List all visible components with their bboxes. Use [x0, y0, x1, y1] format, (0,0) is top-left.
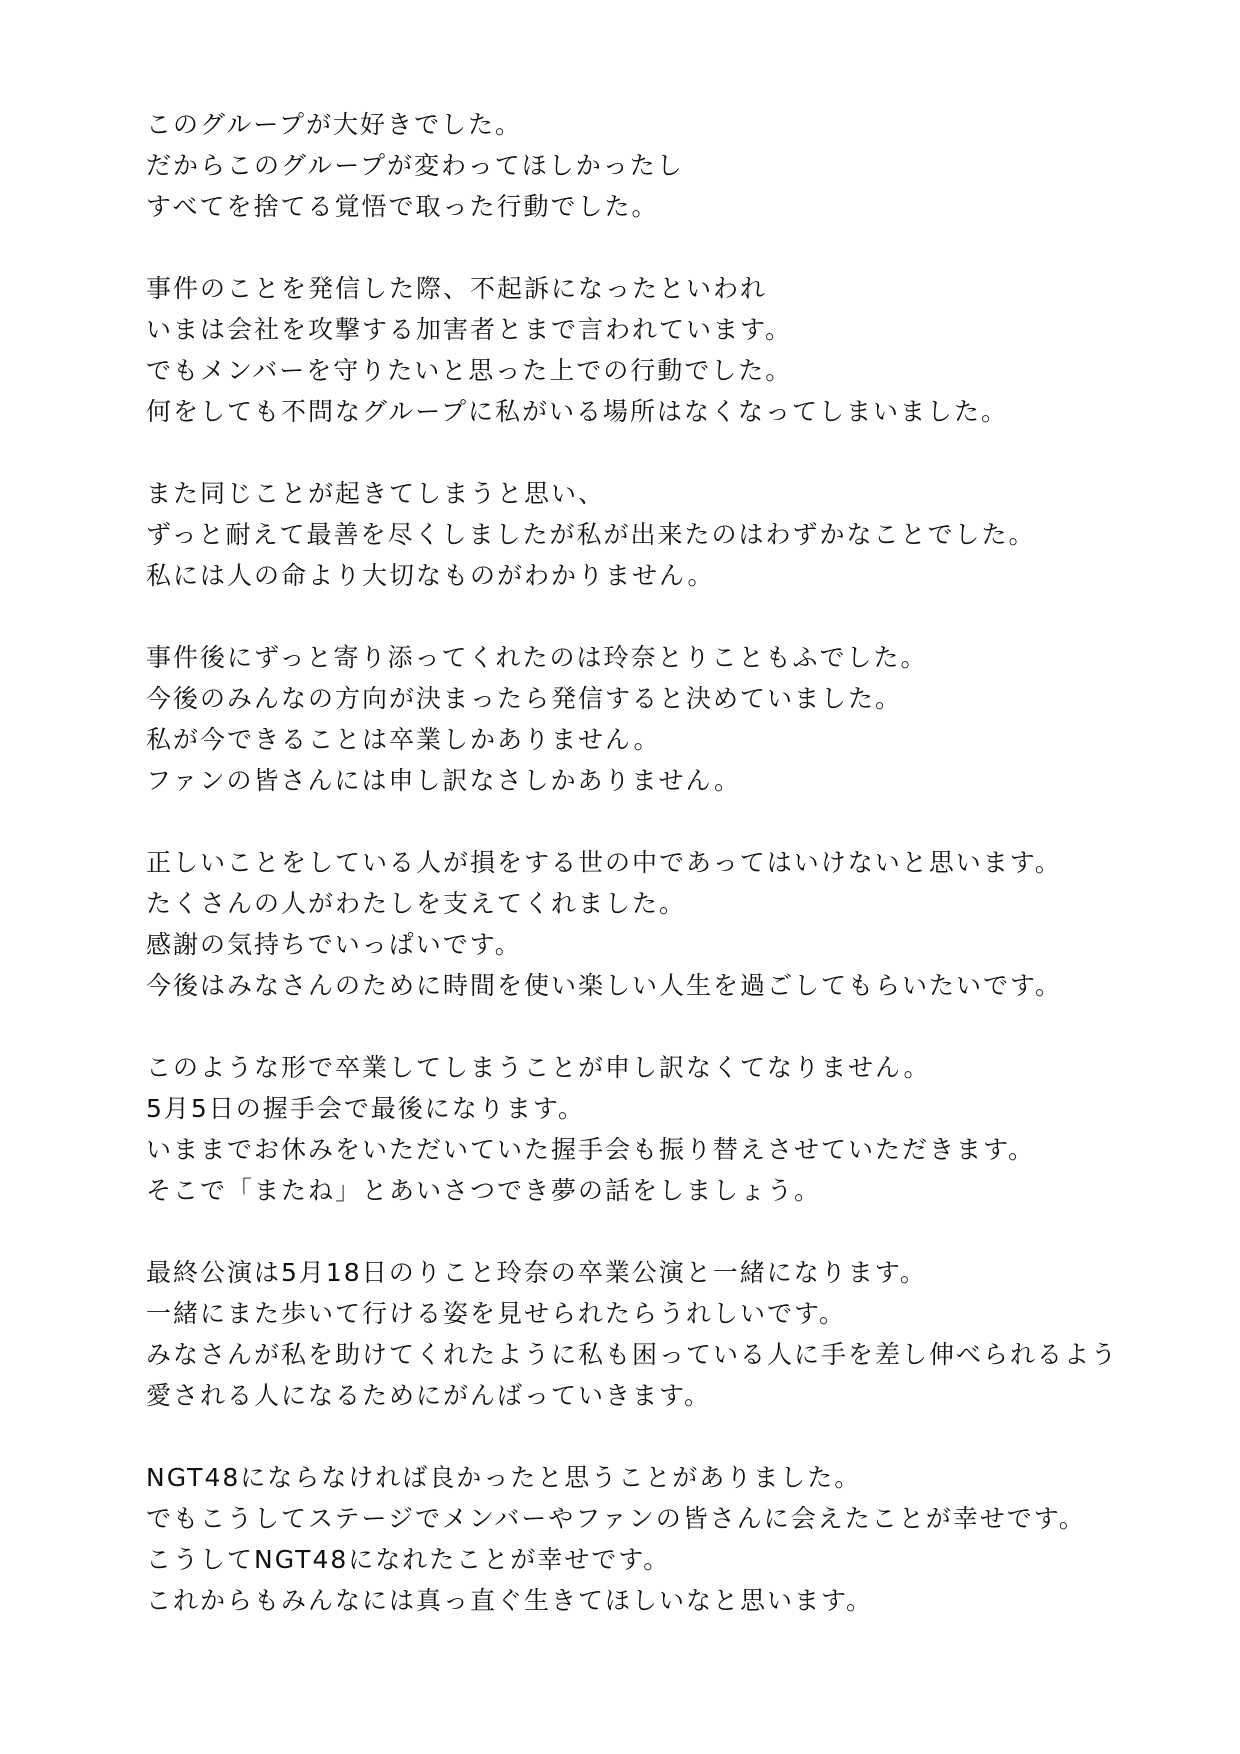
- text-line: そこで「またね」とあいさつでき夢の話をしましょう。: [146, 1176, 822, 1205]
- text-line: 今後のみんなの方向が決まったら発信すると決めていました。: [146, 684, 903, 713]
- text-line: 私が今できることは卒業しかありません。: [146, 725, 661, 754]
- text-line: こうしてNGT48になれたことが幸せです。: [146, 1545, 671, 1574]
- text-line: NGT48にならなければ良かったと思うことがありました。: [146, 1463, 862, 1492]
- text-line: 愛される人になるためにがんばっていきます。: [146, 1381, 712, 1410]
- text-line: だからこのグループが変わってほしかったし: [146, 151, 684, 180]
- paragraph: [146, 1252, 1146, 1416]
- text-line: すべてを捨てる覚悟で取った行動でした。: [146, 192, 659, 221]
- text-line: このグループが大好きでした。: [146, 110, 523, 139]
- paragraph: [146, 268, 1146, 432]
- text-line: ファンの皆さんには申し訳なさしかありません。: [146, 766, 742, 795]
- text-line: たくさんの人がわたしを支えてくれました。: [146, 889, 687, 918]
- text-line: 私には人の命より大切なものがわかりません。: [146, 561, 715, 590]
- text-line: 最終公演は5月18日のりこと玲奈の卒業公演と一緒になります。: [146, 1258, 927, 1287]
- text-line: いまは会社を攻撃する加害者とまで言われています。: [146, 315, 793, 344]
- text-line: ずっと耐えて最善を尽くしましたが私が出来たのはわずかなことでした。: [146, 520, 1036, 549]
- text-line: 何をしても不問なグループに私がいる場所はなくなってしまいました。: [146, 397, 1009, 426]
- text-line: 事件のことを発信した際、不起訴になったといわれ: [146, 274, 768, 303]
- paragraph: [146, 104, 1146, 227]
- paragraph: [146, 1457, 1146, 1621]
- text-line: 正しいことをしている人が損をする世の中であってはいけないと思います。: [146, 848, 1062, 877]
- text-line: でもメンバーを守りたいと思った上での行動でした。: [146, 356, 793, 385]
- text-line: 5月5日の握手会で最後になります。: [146, 1094, 585, 1123]
- paragraph: [146, 637, 1146, 801]
- text-line: いままでお休みをいただいていた握手会も振り替えさせていただきます。: [146, 1135, 1036, 1164]
- text-line: 感謝の気持ちでいっぱいです。: [146, 930, 522, 959]
- paragraph: [146, 1047, 1146, 1211]
- paragraph: [146, 473, 1146, 596]
- text-line: 事件後にずっと寄り添ってくれたのは玲奈とりこともふでした。: [146, 643, 928, 672]
- text-line: でもこうしてステージでメンバーやファンの皆さんに会えたことが幸せです。: [146, 1504, 1086, 1533]
- text-line: また同じことが起きてしまうと思い、: [146, 479, 606, 508]
- text-line: 今後はみなさんのために時間を使い楽しい人生を過ごしてもらいたいです。: [146, 971, 1063, 1000]
- paragraph: [146, 842, 1146, 1006]
- text-line: このような形で卒業してしまうことが申し訳なくてなりません。: [146, 1053, 931, 1082]
- text-line: みなさんが私を助けてくれたように私も困っている人に手を差し伸べられるよう: [146, 1340, 1119, 1369]
- text-line: これからもみんなには真っ直ぐ生きてほしいなと思います。: [146, 1586, 874, 1615]
- letter-body: [146, 104, 1146, 1662]
- text-line: 一緒にまた歩いて行ける姿を見せられたらうれしいです。: [146, 1299, 847, 1328]
